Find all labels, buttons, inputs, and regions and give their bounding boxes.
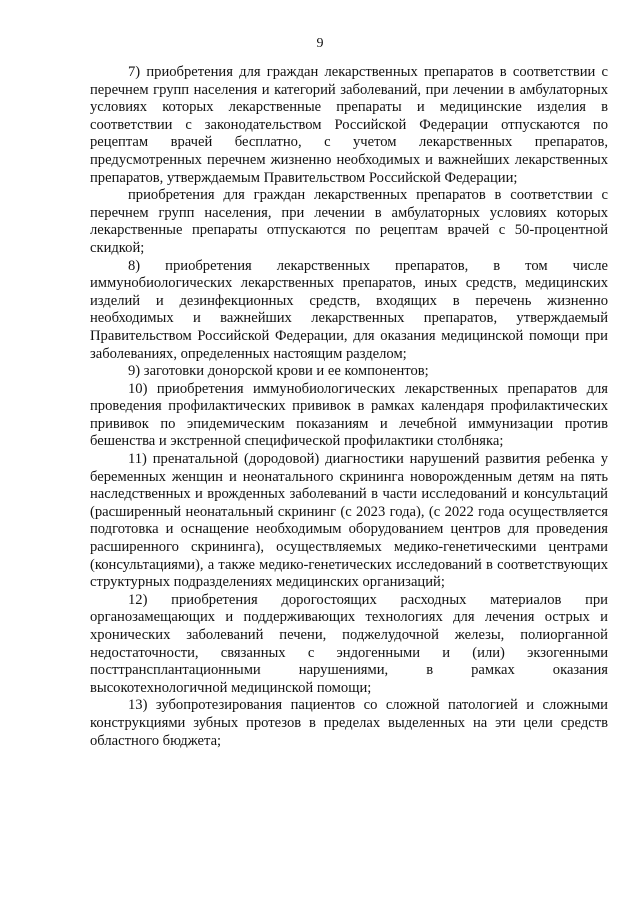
- paragraph-item-10: 10) приобретения иммунобиологических лекарственных препаратов для проведения профилактических прививок в рамках календаря профилактических прививок по эпидемическим показаниям и лечебной иммунизации против бешенства и экстренной специфической профилактики столбняка;: [90, 380, 608, 450]
- paragraph-item-7: 7) приобретения для граждан лекарственных препаратов в соответствии с перечнем групп населения и категорий заболеваний, при лечении в амбулаторных условиях которых лекарственные препараты и медицинские изделия в соответствии с законодательством Российской Федерации отпускаются по рецептам врачей бесплатно, с учетом лекарственных препаратов, предусмотренных перечнем жизненно необходимых и важнейших лекарственных препаратов, утверждаемым Правительством Российской Федерации;: [90, 64, 608, 186]
- document-body: [90, 64, 608, 750]
- paragraph-item-12: 12) приобретения дорогостоящих расходных материалов при органозамещающих и поддерживающих технологиях для лечения острых и хронических заболеваний печени, поджелудочной железы, полиорганной недостаточности, связанных с эндогенными и (или) экзогенными посттрансплантационными нарушениями, в рамках оказания высокотехнологичной медицинской помощи;: [90, 591, 608, 696]
- paragraph-item-13: 13) зубопротезирования пациентов со сложной патологией и сложными конструкциями зубных протезов в пределах выделенных на эти цели средств областного бюджета;: [90, 697, 608, 749]
- paragraph-item-11: 11) пренатальной (дородовой) диагностики нарушений развития ребенка у беременных женщин и неонатального скрининга новорожденным детям на пять наследственных и врожденных заболеваний в части исследований и консультаций (расширенный неонатальный скрининг (с 2023 года), (с 2022 года осуществляется подготовка и оснащение необходимым оборудованием центров для проведения расширенного скрининга), осуществляемых медико-генетическими центрами (консультациями), а также медико-генетических исследований в соответствующих структурных подразделениях медицинских организаций;: [90, 451, 608, 591]
- paragraph-item-9: 9) заготовки донорской крови и ее компонентов;: [128, 363, 429, 380]
- paragraph-item-8: 8) приобретения лекарственных препаратов, в том числе иммунобиологических лекарственных препаратов, иных средств, медицинских изделий и дезинфекционных средств, входящих в перечень жизненно необходимых и важнейших лекарственных препаратов, утверждаемый Правительством Российской Федерации, для оказания медицинской помощи при заболеваниях, определенных настоящим разделом;: [90, 257, 608, 362]
- page-number: 9: [316, 36, 324, 51]
- paragraph-item-7-discount: приобретения для граждан лекарственных препаратов в соответствии с перечнем групп населения, при лечении в амбулаторных условиях которых лекарственные препараты отпускаются по рецептам врачей с 50-процентной скидкой;: [90, 187, 608, 256]
